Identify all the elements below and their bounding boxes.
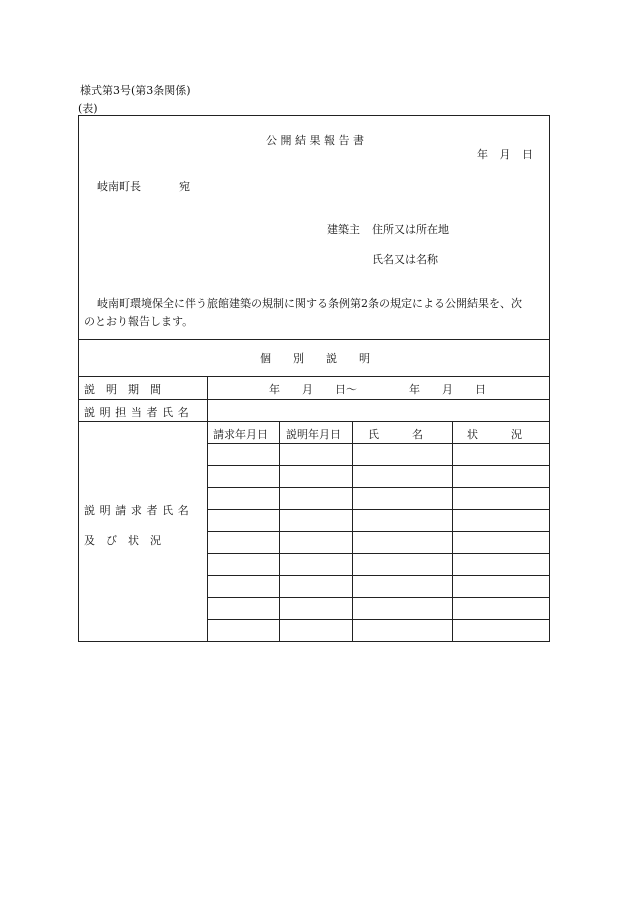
period-label: 説 明 期 間 [84, 383, 161, 396]
table-row-line [207, 575, 549, 576]
section-title: 個 別 説 明 [260, 352, 370, 365]
form-number: 様式第3号(第3条関係) [80, 84, 191, 97]
section-divider [79, 339, 549, 340]
requester-label-2: 及 び 状 況 [84, 534, 161, 547]
requester-label-1: 説明請求者氏名 [84, 504, 194, 517]
table-row-line [207, 465, 549, 466]
row-divider [79, 399, 549, 400]
table-row-line [207, 619, 549, 620]
col-header-request-date: 請求年月日 [213, 428, 268, 441]
col-header-status: 状 況 [467, 428, 522, 441]
period-start: 年 月 日〜 [269, 383, 357, 396]
side-label: (表) [78, 102, 98, 115]
report-date: 年 月 日 [477, 148, 533, 161]
table-row-line [207, 597, 549, 598]
row-divider [79, 421, 549, 422]
period-end: 年 月 日 [409, 383, 486, 396]
address-label: 住所又は所在地 [372, 223, 449, 236]
addressee-suffix: 宛 [179, 180, 190, 193]
col-header-explain-date: 説明年月日 [286, 428, 341, 441]
name-label: 氏名又は名称 [372, 253, 438, 266]
builder-label: 建築主 [327, 223, 360, 236]
report-frame [78, 115, 550, 642]
table-row-line [207, 509, 549, 510]
table-row-line [207, 443, 549, 444]
col-header-name: 氏 名 [368, 428, 423, 441]
person-label: 説明担当者氏名 [84, 406, 194, 419]
body-line-2: のとおり報告します。 [84, 315, 194, 328]
addressee: 岐南町長 [97, 180, 141, 193]
table-row-line [207, 553, 549, 554]
table-row-line [207, 487, 549, 488]
body-line-1: 岐南町環境保全に伴う旅館建築の規制に関する条例第2条の規定による公開結果を、次 [97, 297, 522, 310]
row-divider [79, 376, 549, 377]
table-row-line [207, 531, 549, 532]
report-title: 公 開 結 果 報 告 書 [266, 134, 364, 147]
